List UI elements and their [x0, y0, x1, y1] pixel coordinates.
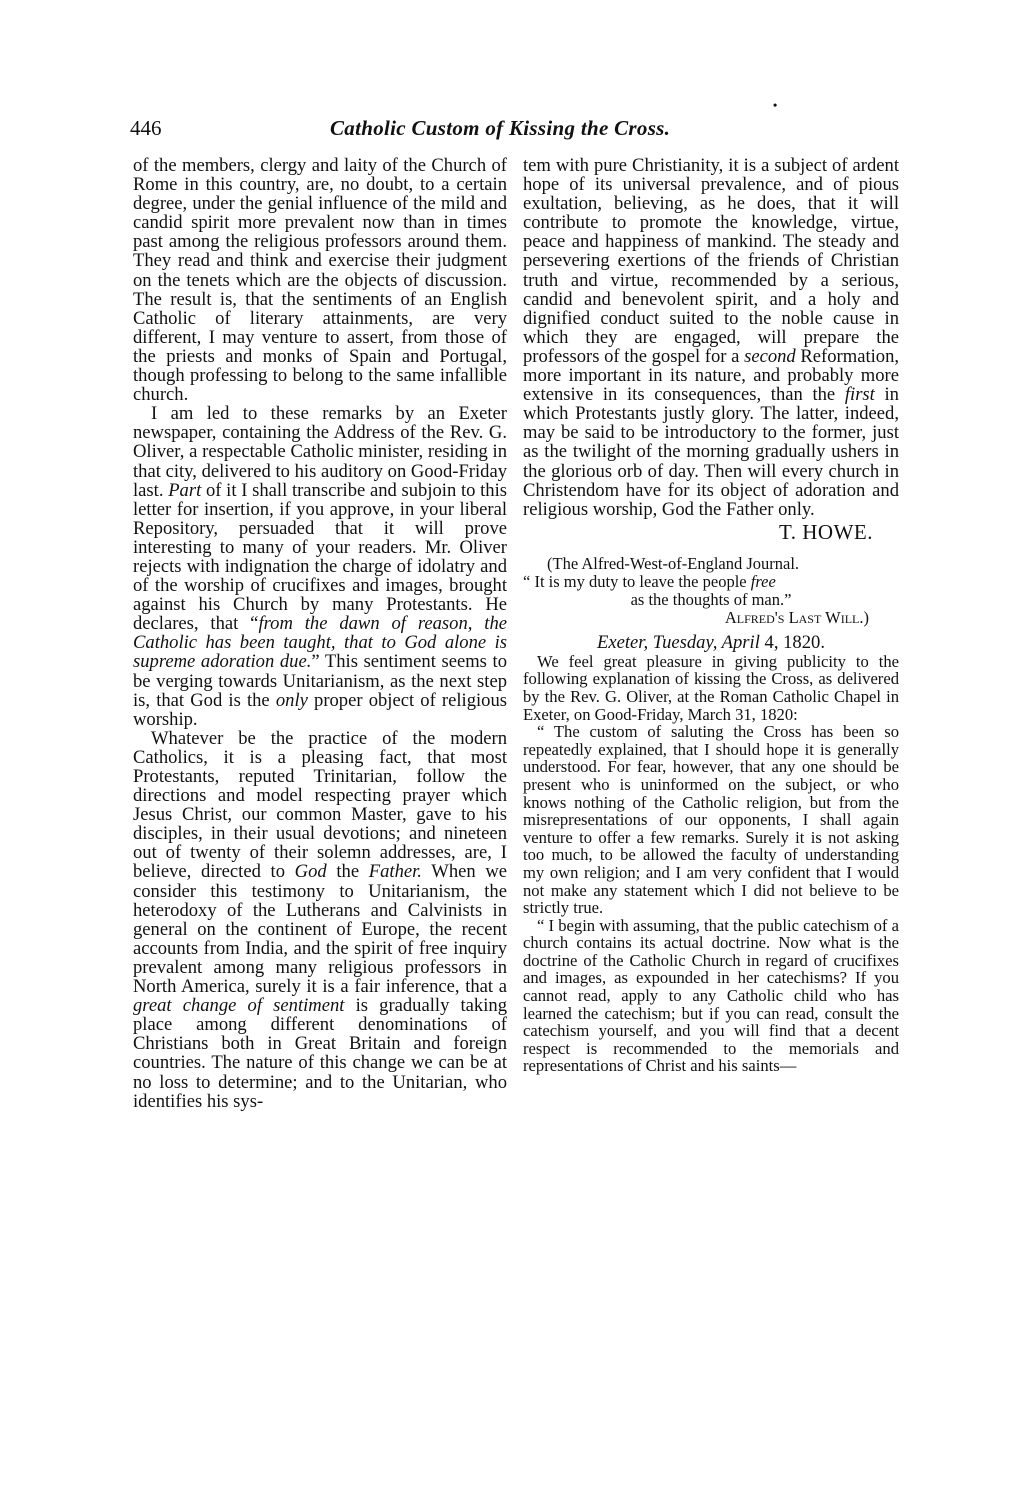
paragraph: “ The custom of saluting the Cross has been so repeatedly explained, that I should hope it is generally understood. For fear, however, that any one should be present who is uninformed on the subject, or who knows nothing of the Catholic religion, but from the misrepresentations of our opponents, I shall again venture to offer a few remarks. Surely it is not asking too much, to be allowed the faculty of understanding my own religion; and I am very confident that I would not make any statement which I did not believe to be strictly true.	[523, 722, 899, 918]
right-column	[523, 156, 899, 1075]
newspaper-masthead: (The Alfred-West-of-England Journal. “ It is my duty to leave the people free as the thoughts of man.” Alfred's Last Will.)	[523, 553, 869, 627]
paragraph: I am led to these remarks by an Exeter newspaper, containing the Address of the Rev. G. Oliver, a respectable Catholic minister, residing in that city, delivered to his auditory on Good-Friday last. Part of it I shall transcribe and subjoin to this letter for insertion, if you approve, in your liberal Repository, persuaded that it will prove interesting to many of your readers. Mr. Oliver rejects with indignation the charge of idolatry and of the worship of crucifixes and images, brought against his Church by many Protestants. He declares, that “from the dawn of reason, the Catholic has been taught, that to God alone is supreme adoration due.” This sentiment seems to be verging towards Unitarianism, as the next step is, that God is the only proper object of religious worship.	[133, 403, 507, 730]
paragraph: tem with pure Christianity, it is a subject of ardent hope of its universal prevalence, and of pious exultation, believing, as he does, that it will contribute to promote the knowledge, virtue, peace and happiness of mankind. The steady and persevering exertions of the friends of Christian truth and virtue, recommended by a serious, candid and benevolent spirit, and a holy and dignified conduct suited to the noble cause in which they are engaged, will prepare the professors of the gospel for a second Reformation, more important in its nature, and probably more extensive in its consequences, than the first in which Protestants justly glory. The latter, indeed, may be said to be introductory to the former, just as the twilight of the morning gradually ushers in the glorious orb of day. Then will every church in Christendom have for its object of adoration and religious worship, God the Father only.	[523, 155, 900, 520]
dateline: Exeter, Tuesday, April 4, 1820.	[597, 631, 825, 653]
paragraph: “ I begin with assuming, that the public catechism of a church contains its actual doctrine. Now what is the doctrine of the Catholic Church in regard of crucifixes and images, as expounded in her catechisms? If you cannot read, apply to any Catholic child who has learned the catechism; but if you can read, consult the catechism yourself, and you will find that a decent respect is recommended to the memorials and representations of Christ and his saints—	[523, 915, 899, 1076]
paragraph: Whatever be the practice of the modern Catholics, it is a pleasing fact, that most Protestants, reputed Trinitarian, follow the directions and model respecting prayer which Jesus Christ, our common Master, gave to his disciples, in their usual devotions; and nineteen out of twenty of their solemn addresses, are, I believe, directed to God the Father. When we consider this testimony to Unitarianism, the heterodoxy of the Lutherans and Calvinists in general on the continent of Europe, the recent accounts from India, and the spirit of free inquiry prevalent among many religious professors in North America, surely it is a fair inference, that a great change of sentiment is gradually taking place among different denominations of Christians both in Great Britain and foreign countries. The nature of this change we can be at no loss to determine; and to the Unitarian, who identifies his sys-	[133, 727, 508, 1112]
paragraph: We feel great pleasure in giving publicity to the following explanation of kissing the Cross, as delivered by the Rev. G. Oliver, at the Roman Catholic Chapel in Exeter, on Good-Friday, March 31, 1820:	[523, 651, 899, 724]
running-title: Catholic Custom of Kissing the Cross.	[330, 116, 671, 140]
page-header	[0, 116, 1024, 146]
page-number: 446	[130, 116, 162, 140]
left-column	[133, 156, 507, 1111]
printer-mark: •	[773, 98, 778, 112]
author-signature: T. HOWE.	[779, 519, 873, 544]
paragraph: of the members, clergy and laity of the Church of Rome in this country, are, no doubt, to a certain degree, under the genial influence of the mild and candid spirit more prevalent now than in times past among the religious professors around them. They read and think and exercise their judgment on the tenets which are the objects of discussion. The result is, that the sentiments of an English Catholic of literary attainments, are very different, I may venture to assert, from those of the priests and monks of Spain and Portugal, though professing to belong to the same infallible church.	[133, 155, 507, 406]
quoted-article	[523, 653, 899, 1075]
